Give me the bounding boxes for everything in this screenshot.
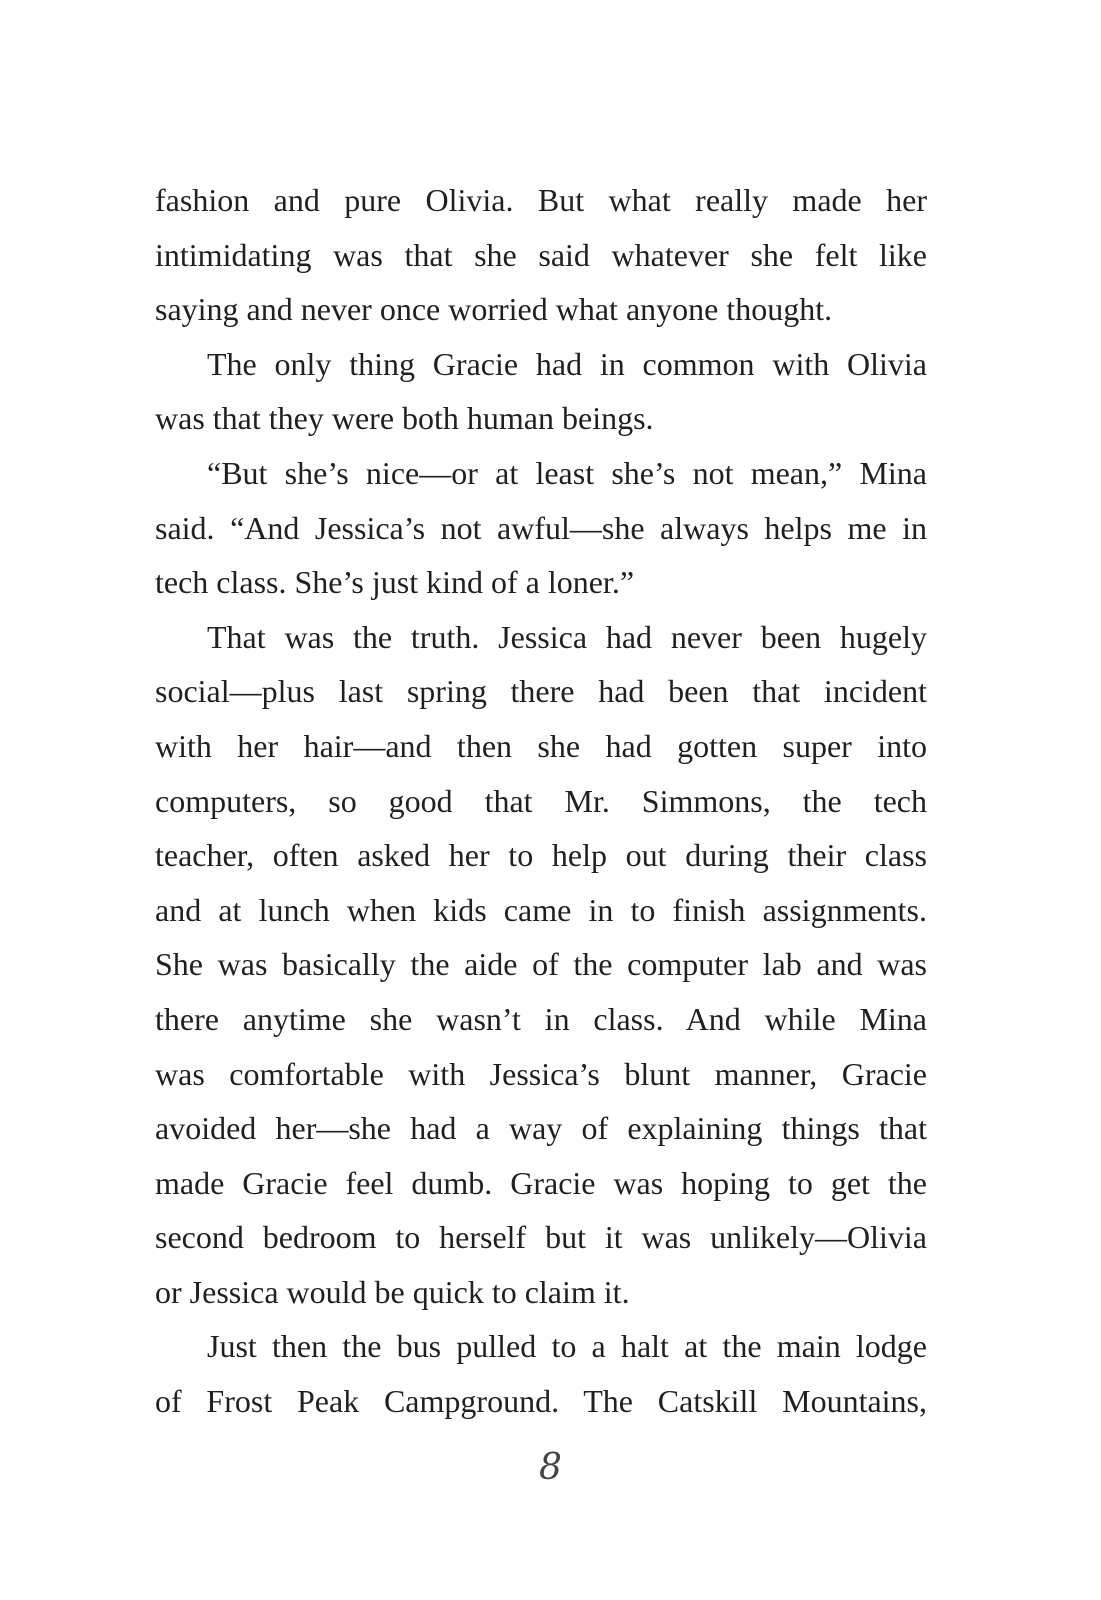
text-line: avoided her—she had a way of explaining things that [155, 1110, 927, 1147]
text-line: was that they were both human beings. [155, 400, 654, 437]
text-line: She was basically the aide of the computer lab and was [155, 946, 927, 983]
text-line: fashion and pure Olivia. But what really made her [155, 182, 927, 218]
text-line: tech class. She’s just kind of a loner.” [155, 564, 635, 601]
text-line: saying and never once worried what anyone thought. [155, 291, 833, 328]
text-line: there anytime she wasn’t in class. And while Mina [155, 1000, 927, 1037]
page-number: 8 [539, 1447, 562, 1488]
text-line: intimidating was that she said whatever she felt like [155, 236, 927, 273]
text-line: “But she’s nice—or at least she’s not mean,” Mina [207, 454, 927, 491]
text-line: second bedroom to herself but it was unlikely—Olivia [155, 1219, 927, 1256]
text-line: The only thing Gracie had in common with Olivia [207, 345, 927, 382]
body-text [155, 173, 927, 1429]
text-line: said. “And Jessica’s not awful—she always helps me in [155, 509, 927, 546]
text-line: or Jessica would be quick to claim it. [155, 1273, 630, 1310]
text-line: teacher, often asked her to help out during their class [155, 837, 927, 874]
text-line: Just then the bus pulled to a halt at the main lodge [207, 1328, 927, 1365]
text-line: and at lunch when kids came in to finish assignments. [155, 891, 927, 928]
text-line: That was the truth. Jessica had never been hugely [207, 618, 927, 655]
text-line: made Gracie feel dumb. Gracie was hoping to get the [155, 1164, 927, 1201]
text-line: with her hair—and then she had gotten super into [155, 727, 927, 764]
text-line: computers, so good that Mr. Simmons, the tech [155, 782, 927, 819]
text-line: social—plus last spring there had been that incident [155, 673, 927, 710]
text-line: of Frost Peak Campground. The Catskill Mountains, [155, 1383, 927, 1420]
text-line: was comfortable with Jessica’s blunt manner, Gracie [155, 1055, 927, 1092]
